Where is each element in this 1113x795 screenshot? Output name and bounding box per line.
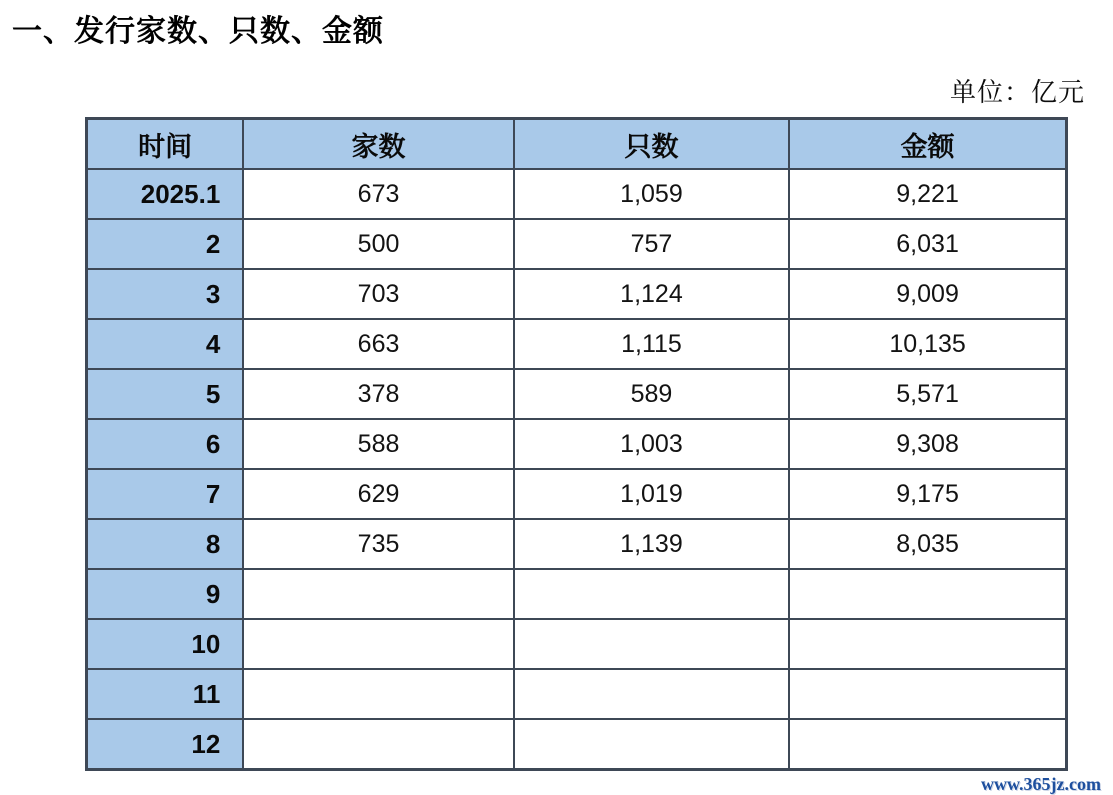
watermark-link: www.365jz.com: [981, 774, 1101, 794]
data-cell: 1,124: [514, 269, 789, 319]
data-cell: [514, 669, 789, 719]
row-label: 9: [87, 569, 244, 619]
row-label: 4: [87, 319, 244, 369]
data-cell: 9,308: [789, 419, 1066, 469]
data-cell: [243, 719, 513, 770]
data-cell: 589: [514, 369, 789, 419]
row-label: 5: [87, 369, 244, 419]
data-cell: 673: [243, 169, 513, 219]
col-header-amount: 金额: [789, 119, 1066, 170]
data-cell: [514, 569, 789, 619]
data-cell: 663: [243, 319, 513, 369]
page-title: 一、发行家数、只数、金额: [12, 15, 384, 48]
data-cell: 1,003: [514, 419, 789, 469]
data-cell: 5,571: [789, 369, 1066, 419]
row-label: 8: [87, 519, 244, 569]
table-row: [87, 469, 1067, 519]
data-cell: [514, 619, 789, 669]
table-row: [87, 519, 1067, 569]
issuance-table: [85, 117, 1068, 771]
data-cell: [789, 619, 1066, 669]
data-cell: 629: [243, 469, 513, 519]
col-header-issuer-count: 家数: [243, 119, 513, 170]
col-header-issue-count: 只数: [514, 119, 789, 170]
data-cell: 10,135: [789, 319, 1066, 369]
data-cell: 9,221: [789, 169, 1066, 219]
data-cell: 8,035: [789, 519, 1066, 569]
data-cell: 1,115: [514, 319, 789, 369]
table-row: [87, 619, 1067, 669]
row-label: 2: [87, 219, 244, 269]
table-row: [87, 219, 1067, 269]
data-cell: 588: [243, 419, 513, 469]
data-cell: [243, 619, 513, 669]
data-cell: 9,009: [789, 269, 1066, 319]
data-cell: [243, 569, 513, 619]
row-label: 3: [87, 269, 244, 319]
table-row: [87, 669, 1067, 719]
data-cell: [243, 669, 513, 719]
data-cell: 735: [243, 519, 513, 569]
data-cell: 757: [514, 219, 789, 269]
table-row: [87, 419, 1067, 469]
row-label: 2025.1: [87, 169, 244, 219]
data-cell: [789, 719, 1066, 770]
row-label: 6: [87, 419, 244, 469]
data-cell: 1,019: [514, 469, 789, 519]
data-cell: 6,031: [789, 219, 1066, 269]
data-cell: 500: [243, 219, 513, 269]
row-label: 12: [87, 719, 244, 770]
data-cell: [789, 569, 1066, 619]
table-row: [87, 269, 1067, 319]
data-cell: 703: [243, 269, 513, 319]
unit-label: 单位：亿元: [949, 77, 1085, 107]
data-cell: 9,175: [789, 469, 1066, 519]
data-cell: 378: [243, 369, 513, 419]
data-cell: [789, 669, 1066, 719]
data-cell: 1,059: [514, 169, 789, 219]
table-row: [87, 319, 1067, 369]
col-header-time: 时间: [87, 119, 244, 170]
row-label: 11: [87, 669, 244, 719]
row-label: 7: [87, 469, 244, 519]
table-row: [87, 569, 1067, 619]
table-row: [87, 719, 1067, 770]
row-label: 10: [87, 619, 244, 669]
data-cell: 1,139: [514, 519, 789, 569]
header-row: [87, 119, 1067, 170]
table-row: [87, 369, 1067, 419]
table-row: [87, 169, 1067, 219]
data-cell: [514, 719, 789, 770]
